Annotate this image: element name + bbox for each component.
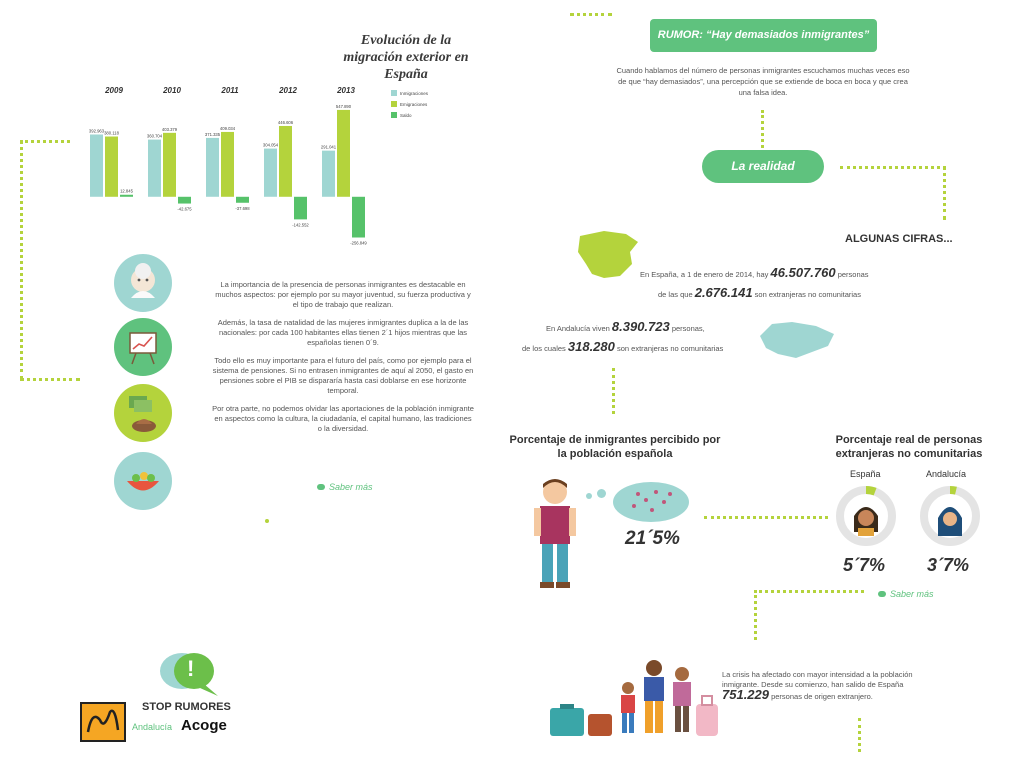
bar-saldo xyxy=(236,197,249,203)
dotted-connector xyxy=(20,140,70,146)
paragraph: Todo ello es muy importante para el futuro del país, como por ejemplo para el sistema de pensiones. Si no entrasen inmigrantes de aquí al 2050, el gasto en pensiones sobre el PIB se dispararía hasta casi doblarse en ese horizonte temporal. xyxy=(212,356,474,395)
data-label: -142.552 xyxy=(292,222,309,228)
hijab-woman-icon xyxy=(936,502,964,536)
bar-emigraciones xyxy=(279,126,292,197)
description-text xyxy=(212,280,474,434)
and-line2-post: son extranjeras no comunitarias xyxy=(616,344,724,353)
legend-label: Emigraciones xyxy=(400,102,428,107)
paragraph: La importancia de la presencia de personas inmigrantes es destacable en muchos aspectos: por ejemplo por su mayor juventud, su fuerza productiva y el tipo de trabajo que realizan. xyxy=(215,280,471,309)
intro-text: Cuando hablamos del número de personas inmigrantes escuchamos muchas veces eso de que “hay demasiados”, una percepción que se extiende de boca en boca y que crea una falsa idea. xyxy=(616,66,910,97)
speech-bubble-icon xyxy=(878,591,886,597)
bar-inmigraciones xyxy=(264,149,277,197)
thought-dot xyxy=(597,489,606,498)
data-label: -42.675 xyxy=(177,206,192,212)
chart-title: Evolución de la migración exterior en España xyxy=(343,33,469,82)
dotted-connector xyxy=(943,166,949,220)
legend-label: Inmigraciones xyxy=(400,91,429,96)
andalucia-stats xyxy=(522,318,762,358)
money-hand-icon xyxy=(114,384,172,442)
dotted-connector xyxy=(704,516,828,522)
logo-text: STOP RUMORES xyxy=(142,701,231,713)
dotted-connector xyxy=(570,13,612,19)
data-label: -256.849 xyxy=(350,240,367,246)
dotted-connector xyxy=(612,368,618,414)
family-luggage-icon xyxy=(548,658,720,740)
crisis-post: personas de origen extranjero. xyxy=(771,692,873,701)
andalucia-value: 3´7% xyxy=(927,555,970,575)
bar-saldo xyxy=(178,197,191,204)
perceived-value: 21´5% xyxy=(625,528,680,549)
data-label: 380.118 xyxy=(104,130,119,136)
data-label: 371.335 xyxy=(204,131,221,137)
data-label: 409.034 xyxy=(219,125,236,131)
bar-saldo xyxy=(120,195,133,197)
perceived-title: Porcentaje de inmigrantes percibido por la población española xyxy=(509,434,721,460)
spain-total: 46.507.760 xyxy=(770,265,836,280)
woman-face-icon xyxy=(852,502,880,536)
data-label: 392.963 xyxy=(88,128,105,134)
speech-bubble-icon xyxy=(317,484,325,490)
bar-emigraciones xyxy=(337,110,350,197)
spain-line1-post: personas xyxy=(837,270,869,279)
bar-saldo xyxy=(294,197,307,220)
crisis-text-block xyxy=(722,670,944,702)
dotted-connector xyxy=(20,378,80,384)
spain-noncom: 2.676.141 xyxy=(694,285,753,300)
paragraph: Por otra parte, no podemos olvidar las aportaciones de la población inmigrante en aspectos como la cultura, la ciudadanía, el capital humano, las tradiciones o la diversidad. xyxy=(212,404,474,433)
thought-dot xyxy=(586,493,592,499)
saber-mas-link-right[interactable]: Saber más xyxy=(878,584,934,602)
la-realidad-pill: La realidad xyxy=(702,150,824,183)
and-noncom: 318.280 xyxy=(567,339,615,354)
migration-bar-chart xyxy=(80,78,475,246)
bar-emigraciones xyxy=(163,133,176,197)
food-bowl-icon xyxy=(114,452,172,510)
bar-inmigraciones xyxy=(90,134,103,196)
acoge-emblem xyxy=(80,702,126,742)
paragraph: Además, la tasa de natalidad de las mujeres inmigrantes duplica a la de las nacionales: por cada 100 habitantes ellas tienen 2´1 hijos mientras que las españolas tienen 0´9. xyxy=(217,318,469,347)
andalucia-text: Andalucía xyxy=(132,722,173,732)
dotted-connector xyxy=(761,110,767,148)
year-label: 2010 xyxy=(163,86,181,95)
spain-map-icon xyxy=(574,228,642,280)
and-line1-post: personas, xyxy=(671,324,705,333)
person-icon xyxy=(530,478,580,590)
dotted-connector xyxy=(858,718,864,752)
legend-swatch xyxy=(391,90,397,96)
legend-label: Saldo xyxy=(400,113,412,118)
spain-line2-post: son extranjeras no comunitarias xyxy=(754,290,861,299)
data-label: 403.379 xyxy=(161,126,178,132)
legend-swatch xyxy=(391,112,397,118)
andalucia-map-icon xyxy=(756,318,838,362)
data-label: 304.054 xyxy=(262,142,279,148)
real-title: Porcentaje real de personas extranjeras no comunitarias xyxy=(835,434,983,460)
bar-saldo xyxy=(352,197,365,238)
bar-emigraciones xyxy=(221,132,234,197)
dot-marker xyxy=(265,519,269,523)
bar-inmigraciones xyxy=(322,151,335,197)
data-label: 547.890 xyxy=(335,103,352,109)
data-label: -37.698 xyxy=(235,205,250,211)
dotted-connector xyxy=(840,166,946,172)
grandmother-icon xyxy=(114,254,172,312)
dotted-connector xyxy=(754,590,760,640)
thought-cloud-icon xyxy=(610,478,692,526)
rumor-banner: RUMOR: “Hay demasiados inmigrantes” xyxy=(650,19,877,52)
data-label: 360.704 xyxy=(146,133,163,139)
bar-inmigraciones xyxy=(206,138,219,197)
bar-inmigraciones xyxy=(148,140,161,197)
data-label: 12.845 xyxy=(120,188,133,194)
spain-line1-pre: En España, a 1 de enero de 2014, hay xyxy=(640,270,769,279)
and-line1-pre: En Andalucía viven xyxy=(546,324,610,333)
crisis-text: La crisis ha afectado con mayor intensidad a la población inmigrante. Desde su comienzo, han salido de España xyxy=(722,670,913,689)
exclamation-mark: ! xyxy=(187,656,195,681)
year-label: 2012 xyxy=(279,86,297,95)
and-total: 8.390.723 xyxy=(611,319,670,334)
spain-line2-pre: de las que xyxy=(658,290,693,299)
saber-mas-link[interactable]: Saber más xyxy=(317,477,373,495)
dotted-connector xyxy=(754,590,864,596)
year-label: 2013 xyxy=(337,86,355,95)
dotted-connector xyxy=(20,140,26,380)
andalucia-label: Andalucía xyxy=(926,469,967,479)
acoge-text: Acoge xyxy=(181,717,227,734)
spain-stats xyxy=(640,264,920,304)
bar-emigraciones xyxy=(105,137,118,197)
year-label: 2011 xyxy=(221,86,239,95)
and-line2-pre: de los cuales xyxy=(522,344,566,353)
year-label: 2009 xyxy=(105,86,123,95)
presentation-chart-icon xyxy=(114,318,172,376)
espana-value: 5´7% xyxy=(843,555,886,575)
algunas-cifras-heading: ALGUNAS CIFRAS... xyxy=(845,233,953,245)
legend-swatch xyxy=(391,101,397,107)
data-label: 446.606 xyxy=(277,119,294,125)
data-label: 291.041 xyxy=(320,144,337,150)
stop-rumores-logo xyxy=(80,650,250,750)
espana-label: España xyxy=(850,469,881,479)
crisis-number: 751.229 xyxy=(722,687,769,702)
